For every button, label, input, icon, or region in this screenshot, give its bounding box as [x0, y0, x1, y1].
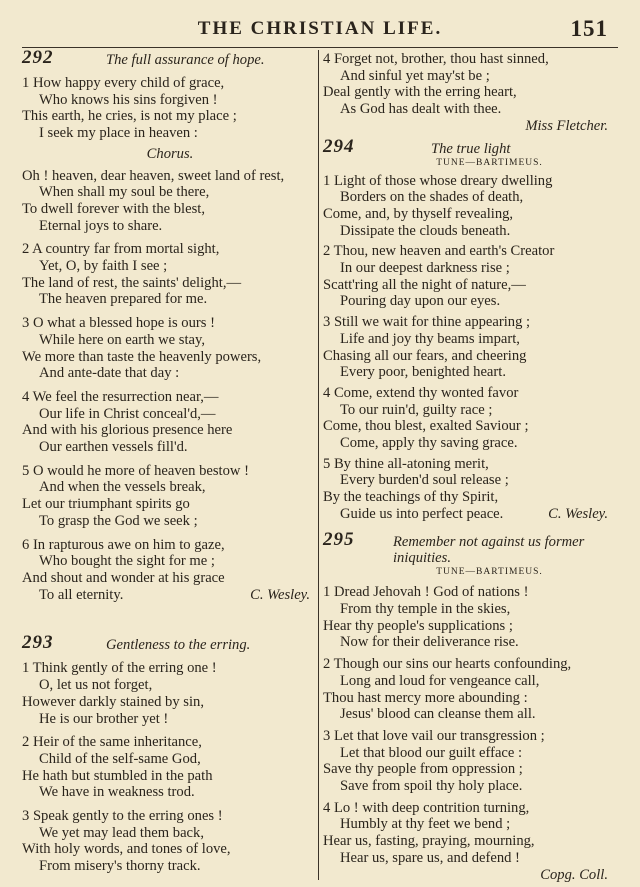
- verse-line: And with his glorious presence here: [22, 422, 233, 439]
- verse-line: The heaven prepared for me.: [39, 291, 208, 308]
- verse-line: Let our triumphant spirits go: [22, 496, 190, 513]
- hymn-293-heading: [22, 632, 318, 657]
- verse-line: And shout and wonder at his grace: [22, 569, 225, 586]
- stanza: [22, 660, 318, 727]
- stanza: [22, 75, 318, 142]
- spacer: [22, 603, 318, 633]
- column-divider: [318, 50, 319, 880]
- verse-line: We yet may lead them back,: [39, 824, 204, 841]
- stanza: [22, 315, 318, 382]
- verse-line: We more than taste the heavenly powers,: [22, 348, 262, 365]
- verse-line: Hear us, spare us, and defend !: [340, 849, 520, 866]
- verse-line: Come, thou blest, exalted Saviour ;: [323, 418, 529, 435]
- verse-line: Every poor, benighted heart.: [340, 364, 506, 381]
- verse-line: We have in weakness trod.: [39, 784, 195, 801]
- verse-line: 2 Heir of the same inheritance,: [22, 734, 202, 751]
- verse-line: As God has dealt with thee.: [340, 101, 502, 118]
- verse-line: Dissipate the clouds beneath.: [340, 222, 511, 239]
- verse-line: Our life in Christ conceal'd,—: [39, 405, 216, 422]
- verse-line: Save from spoil thy holy place.: [340, 778, 523, 795]
- verse-line: Save thy people from oppression ;: [323, 761, 523, 778]
- verse-line: Come, apply thy saving grace.: [340, 435, 518, 452]
- verse-line: Oh ! heaven, dear heaven, sweet land of rest,: [22, 167, 285, 184]
- verse-line: 6 In rapturous awe on him to gaze,: [22, 536, 225, 553]
- hymn-number: 294: [323, 135, 355, 157]
- hymn-title: The true light: [431, 140, 511, 157]
- hymn-title: The full assurance of hope.: [106, 52, 265, 68]
- verse-line: O, let us not forget,: [39, 677, 153, 694]
- verse-line: With holy words, and tones of love,: [22, 841, 231, 858]
- verse-line: 5 O would he more of heaven bestow !: [22, 462, 249, 479]
- stanza: [323, 584, 616, 651]
- verse-line: Life and joy thy beams impart,: [340, 330, 520, 347]
- verse-line: To our ruin'd, guilty race ;: [340, 401, 493, 418]
- verse-line: 1 Think gently of the erring one !: [22, 660, 217, 677]
- verse-line: I seek my place in heaven :: [39, 125, 198, 142]
- hymn-title: Remember not against us former: [393, 533, 585, 550]
- verse-line: This earth, he cries, is not my place ;: [22, 108, 237, 125]
- stanza: [323, 51, 616, 135]
- hymn-number: 292: [22, 47, 54, 68]
- verse-line: Who bought the sight for me ;: [39, 553, 215, 570]
- verse-line: [323, 506, 616, 523]
- verse-line: He hath but stumbled in the path: [22, 767, 213, 784]
- verse-line: 4 Forget not, brother, thou hast sinned,: [323, 51, 549, 67]
- verse-text: Guide us into perfect peace.: [340, 505, 504, 522]
- verse-line: To grasp the God we seek ;: [39, 512, 198, 529]
- stanza: [323, 314, 616, 381]
- verse-line: [22, 587, 318, 604]
- verse-line: 4 Lo ! with deep contrition turning,: [323, 799, 530, 816]
- verse-line: Hear thy people's supplications ;: [323, 617, 513, 634]
- hymn-number: 295: [323, 528, 355, 550]
- verse-line: Pouring day upon our eyes.: [340, 293, 501, 310]
- verse-line: And ante-date that day :: [39, 365, 180, 382]
- verse-line: Deal gently with the erring heart,: [323, 84, 517, 101]
- hymn-292-heading: [22, 47, 318, 72]
- verse-line: 2 Though our sins our hearts confounding,: [323, 656, 572, 673]
- verse-line: 3 Speak gently to the erring ones !: [22, 808, 223, 825]
- chorus: [22, 168, 318, 235]
- verse-line: 1 Light of those whose dreary dwelling: [323, 172, 553, 189]
- stanza: [22, 463, 318, 530]
- verse-line: Every burden'd soul release ;: [340, 472, 509, 489]
- verse-line: Now for their deliverance rise.: [340, 634, 519, 651]
- verse-line: From misery's thorny track.: [39, 858, 201, 875]
- verse-line: Yet, O, by faith I see ;: [39, 258, 168, 275]
- verse-line: Borders on the shades of death,: [340, 189, 524, 206]
- verse-line: Child of the self-same God,: [39, 750, 201, 767]
- verse-line: 5 By thine all-atoning merit,: [323, 455, 489, 472]
- verse-line: Jesus' blood can cleanse them all.: [340, 706, 536, 723]
- tune-name: TUNE—BARTIMEUS.: [436, 567, 543, 578]
- verse-line: 3 O what a blessed hope is ours !: [22, 315, 215, 332]
- verse-line: Thou hast mercy more abounding :: [323, 689, 528, 706]
- verse-line: By the teachings of thy Spirit,: [323, 489, 499, 506]
- verse-line: Eternal joys to share.: [39, 217, 163, 234]
- verse-line: The land of rest, the saints' delight,—: [22, 274, 242, 291]
- verse-line: 3 Still we wait for thine appearing ;: [323, 314, 531, 331]
- verse-line: 2 Thou, new heaven and earth's Creator: [323, 243, 555, 260]
- stanza: [323, 173, 616, 240]
- verse-line: Our earthen vessels fill'd.: [39, 439, 188, 456]
- verse-line: He is our brother yet !: [39, 710, 169, 727]
- verse-line: 2 A country far from mortal sight,: [22, 241, 220, 258]
- page-number: 151: [570, 16, 608, 41]
- verse-line: Chasing all our fears, and cheering: [323, 347, 527, 364]
- hymn-295-heading: [323, 528, 616, 550]
- hymn-number: 293: [22, 632, 54, 654]
- stanza: [323, 728, 616, 795]
- stanza: [22, 241, 318, 308]
- verse-line: And sinful yet may'st be ;: [340, 67, 490, 84]
- verse-line: In our deepest darkness rise ;: [340, 260, 510, 277]
- left-column: [22, 48, 318, 875]
- stanza: [323, 385, 616, 452]
- stanza: [323, 800, 616, 884]
- author-credit: Miss Fletcher.: [525, 117, 608, 134]
- verse-line: From thy temple in the skies,: [340, 600, 511, 617]
- verse-line: Come, and, by thyself revealing,: [323, 205, 514, 222]
- stanza: [323, 656, 616, 723]
- verse-line: Humbly at thy feet we bend ;: [340, 816, 511, 833]
- running-title: THE CHRISTIAN LIFE.: [197, 18, 443, 39]
- hymn-title: Gentleness to the erring.: [106, 637, 251, 654]
- verse-line: Let that blood our guilt efface :: [340, 744, 523, 761]
- stanza: [323, 243, 616, 310]
- author-credit: Copg. Coll.: [540, 866, 608, 883]
- verse-line: While here on earth we stay,: [39, 331, 205, 348]
- verse-line: However darkly stained by sin,: [22, 693, 204, 710]
- verse-line: Scatt'ring all the night of nature,—: [323, 276, 526, 293]
- verse-text: To all eternity.: [39, 586, 124, 603]
- author-credit: C. Wesley.: [548, 505, 608, 522]
- tune-name: TUNE—BARTIMEUS.: [436, 157, 543, 168]
- verse-line: 1 Dread Jehovah ! God of nations !: [323, 584, 529, 601]
- verse-line: 1 How happy every child of grace,: [22, 75, 225, 91]
- verse-line: Hear us, fasting, praying, mourning,: [323, 833, 535, 850]
- hymn-294-heading: [323, 135, 616, 157]
- verse-line: 3 Let that love vail our transgression ;: [323, 727, 545, 744]
- verse-line: To dwell forever with the blest,: [22, 200, 205, 217]
- hymn-title-continued: iniquities.: [393, 549, 451, 566]
- stanza: [22, 734, 318, 801]
- verse-line: When shall my soul be there,: [39, 184, 210, 201]
- stanza: [22, 808, 318, 875]
- author-credit: C. Wesley.: [250, 586, 310, 603]
- verse-line: 4 We feel the resurrection near,—: [22, 388, 219, 405]
- verse-line: And when the vessels break,: [39, 479, 206, 496]
- verse-line: 4 Come, extend thy wonted favor: [323, 384, 519, 401]
- stanza: [22, 389, 318, 456]
- verse-line: Long and loud for vengeance call,: [340, 672, 540, 689]
- stanza: [323, 456, 616, 523]
- chorus-label: Chorus.: [146, 145, 194, 162]
- verse-line: Who knows his sins forgiven !: [39, 91, 218, 108]
- right-column: [323, 51, 616, 883]
- stanza: [22, 537, 318, 604]
- page-header: [0, 14, 640, 48]
